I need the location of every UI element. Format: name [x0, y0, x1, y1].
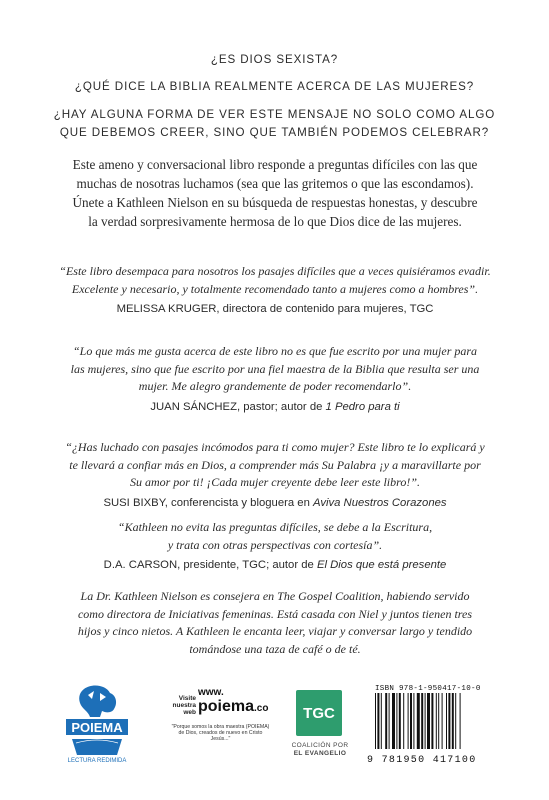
intro-line: la verdad sorpresivamente hermosa de lo que Dios dice de las mujeres. [88, 214, 462, 229]
attribution-book: 1 Pedro para ti [325, 400, 400, 413]
endorsement-line: mujer. Me alegro grandemente de poder recomendarlo”. [138, 379, 412, 393]
endorsement-sanchez [30, 343, 520, 413]
website-logo [168, 688, 273, 748]
visit-www: www. [198, 687, 224, 698]
endorsement-text [30, 439, 520, 492]
question-3 [0, 106, 549, 142]
tgc-subtitle-line: EL EVANGELIO [293, 750, 347, 757]
endorsement-line: te llevará a confiar más en Dios, a comprender más Su Palabra ¡y a maravillarte por [69, 457, 481, 472]
isbn-barcode [367, 685, 483, 765]
endorsement-line: “Kathleen no evita las preguntas difíciles, se debe a la Escritura, [117, 520, 433, 534]
endorsement-attribution [30, 401, 520, 413]
endorsement-attribution [30, 303, 520, 315]
question-2: ¿QUÉ DICE LA BIBLIA REALMENTE ACERCA DE LAS MUJERES? [74, 80, 475, 93]
question-3-line-1: ¿HAY ALGUNA FORMA DE VER ESTE MENSAJE NO SOLO COMO ALGO [53, 108, 496, 121]
poiema-tagline: LECTURA REDIMIDA [67, 758, 127, 763]
author-bio [42, 588, 508, 658]
endorsement-kruger [30, 263, 520, 315]
bio-line: La Dr. Kathleen Nielson es consejera en The Gospel Coalition, habiendo servido [80, 589, 470, 603]
endorsement-attribution [30, 497, 520, 509]
endorsement-line: y trata con otras perspectivas con cortesía”. [167, 537, 383, 552]
attribution-text: SUSI BIXBY, conferencista y bloguera en [103, 496, 313, 509]
endorsement-line: Su amor por ti! ¡Cada mujer creyente debe leer este libro!”. [129, 475, 421, 489]
intro-line: muchas de nosotras luchamos (sea que las gritemos o que las escondamos). [76, 176, 474, 191]
poiema-name: POIEMA [71, 720, 123, 735]
intro-line: Este ameno y conversacional libro responde a preguntas difíciles con las que [72, 157, 478, 172]
endorsement-attribution [30, 559, 520, 571]
barcode-icon [373, 693, 481, 749]
poiema-lion-icon [62, 683, 132, 763]
visit-domain: poiema [198, 698, 255, 715]
question-3-line-2: QUE DEBEMOS CREER, SINO QUE TAMBIÉN PODEMOS CELEBRAR? [59, 126, 490, 139]
endorsement-text [30, 263, 520, 298]
attribution-book: Aviva Nuestros Corazones [313, 496, 447, 509]
endorsement-line: “Este libro desempaca para nosotros los pasajes difíciles que a veces quisiéramos evadir. [59, 264, 491, 278]
endorsement-line: Excelente y necesario, y totalmente recomendado tanto a mujeres como a hombres”. [71, 281, 479, 296]
attribution-text: MELISSA KRUGER, directora de contenido para mujeres, TGC [116, 303, 434, 315]
endorsement-line: “¿Has luchado con pasajes incómodos para ti como mujer? Este libro te lo explicará y [65, 440, 485, 454]
visit-label: Visite nuestra web [172, 695, 196, 716]
barcode-digits: 9 781950 417100 [367, 755, 477, 766]
bio-line: como directora de Iniciativas femeninas. Está casada con Niel y juntos tienen tres [77, 606, 473, 621]
attribution-book: El Dios que está presente [316, 559, 447, 571]
endorsement-bixby [30, 439, 520, 509]
intro-line: Únete a Kathleen Nielson en su búsqueda de respuestas honestas, y descubre [72, 195, 478, 210]
endorsement-text [30, 343, 520, 396]
tgc-subtitle-line: COALICIÓN POR [291, 742, 349, 749]
intro-paragraph [42, 155, 508, 231]
attribution-text: D.A. CARSON, presidente, TGC; autor de [103, 559, 317, 571]
attribution-text: JUAN SÁNCHEZ, pastor; autor de [150, 400, 326, 413]
bio-line: tomándose una taza de café o de té. [189, 641, 361, 656]
visit-quote: "Porque somos la obra maestra (POIEMA) de Dios, creados de nuevo en Cristo Jesús..." [171, 724, 270, 742]
endorsement-line: las mujeres, sino que fue escrito por una fiel maestra de la Biblia que resulta ser una [70, 361, 480, 376]
question-1: ¿ES DIOS SEXISTA? [210, 53, 339, 66]
endorsement-line: “Lo que más me gusta acerca de este libro no es que fue escrito por una mujer para [72, 344, 478, 358]
tgc-subtitle [290, 742, 350, 758]
tgc-logo: TGC [296, 690, 342, 736]
endorsement-text [30, 519, 520, 554]
isbn-label: ISBN 978-1-950417-10-0 [375, 685, 481, 693]
visit-tld: .co [254, 703, 269, 714]
questions-block [0, 52, 549, 153]
bio-line: hijos y cinco nietos. A Kathleen le encanta leer, viajar y conversar largo y tendido [77, 624, 473, 638]
poiema-logo [62, 683, 132, 763]
endorsement-carson [30, 519, 520, 571]
